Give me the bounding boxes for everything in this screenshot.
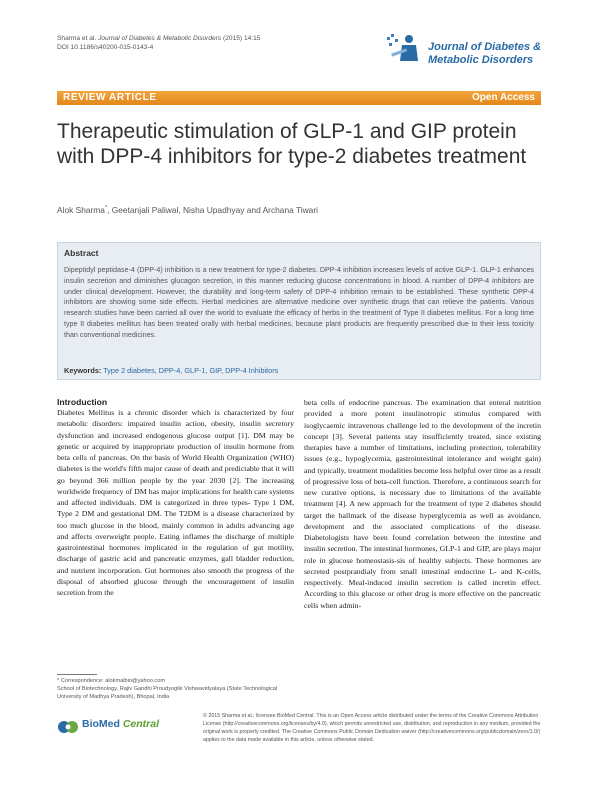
footnote-divider	[57, 674, 97, 675]
keywords-list[interactable]: Type 2 diabetes, DPP-4, GLP-1, GIP, DPP-4 Inhibitors	[103, 366, 279, 375]
journal-logo-line1: Journal of Diabetes &	[428, 41, 542, 53]
publisher-name-accent: Central	[122, 718, 160, 730]
keywords-label: Keywords:	[64, 366, 102, 375]
other-authors: , Geetanjali Paliwal, Nisha Upadhyay and Archana Tiwari	[107, 205, 318, 215]
author-list	[57, 205, 537, 215]
citation	[57, 34, 260, 52]
license-text: © 2015 Sharma et al.; licensee BioMed Central. This is an Open Access article distributed under the terms of the Creative Commons Attribution License (http://creativecommons.org/licenses/by/4.0), which permits unrestricted use, distribution, and reproduction in any medium, provided the original work is properly credited. The Creative Commons Public Domain Dedication waiver (http://creativecommons.org/publicdomain/zero/1.0/) applies to the data made available in this article, unless otherwise stated.	[203, 713, 541, 743]
article-type-banner	[57, 91, 541, 105]
biomed-central-logo-icon	[57, 718, 79, 736]
open-access-label: Open Access	[472, 92, 535, 103]
footnote	[57, 677, 297, 702]
first-author[interactable]: Alok Sharma	[57, 205, 105, 215]
body-column-right: beta cells of endocrine pancreas. The examination that enteral nutrition provided a more potent insulinotropic stimulus compared with isoglycaemic intravenous challenge led to the development of the incretin concept [3]. Several patients stay insufficiently treated, since existing therapies have a number of limitations, including protection, tolerability issues (e.g., hypoglycemia, gastrointestinal intolerance and weight gain) and typically, treatment modalities become less helpful over time as a result of progressive loss of beta-cell function. Therefore, a continuous search for new curative options, is necessary due to limitations of the available treatment [4]. A new approach for the treatment of type 2 diabetes should target the hallmark of the disease hyperglycemia as well as avoidance, development and the associated complications of the disease. Diabetologists have been found correlation between the intestine and insulin secretion. The intestinal hormones, GLP-1 and GIP, are plays major role in glucose homeostasis-sis of healthy subjects. These hormones are secreted postprandialy from small intestinal endocrine L- and K-cells, respectively. Meal-induced insulin secretion is called incretin effect. According to this glucose or other drug is more effective on the pancreatic cells when admin-	[304, 398, 541, 610]
corresponding-mark: *	[104, 205, 108, 212]
keywords	[64, 366, 534, 375]
affiliation: School of Biotechnology, Rajiv Gandhi Proudyogiki Vishwavidyalaya (State Technological University of Madhya Pradesh), Bhopal, India	[57, 686, 278, 701]
journal-logo-line2: Metabolic Disorders	[428, 54, 534, 66]
article-title: Therapeutic stimulation of GLP-1 and GIP protein with DPP-4 inhibitors for type-2 diabetes treatment	[57, 120, 527, 168]
publisher-name-main: BioMed	[82, 718, 120, 730]
abstract-text: Dipeptidyl peptidase-4 (DPP-4) inhibition is a new treatment for type-2 diabetes. DPP-4 inhibition increases levels of active GLP-1. GLP-1 enhances insulin secretion and diminishes glucagon secretion, in this manner reducing glucose concentrations in blood. A number of DPP-4 inhibitors are under clinical development. However, the durability and long-term safety of DPP-4 inhibition remain to be established. These synthetic DPP-4 inhibitors are showing some side effects. Herbal medicines are alternative medicine over synthetic drugs that can relieve the patients. Various research studies have been carried all over the world to evaluate the efficacy of herbs in the treatment of Type II diabetes mellitus. For a long time type II diabetes mellitus has been treated orally with herbal medicines, because plant products are frequently prescribed due to their less toxicity than conventional medicines.	[64, 266, 534, 339]
abstract-heading: Abstract	[64, 248, 99, 258]
article-type-label: REVIEW ARTICLE	[63, 92, 157, 103]
correspondence-email[interactable]: * Correspondence: alokmalbio@yahoo.com	[57, 678, 165, 684]
citation-doi[interactable]: DOI 10.1186/s40200-015-0143-4	[57, 44, 154, 51]
citation-year: (2015) 14:15	[223, 35, 261, 42]
introduction-heading: Introduction	[57, 397, 108, 407]
citation-journal: Journal of Diabetes & Metabolic Disorders	[98, 35, 222, 42]
citation-authors: Sharma et al.	[57, 35, 97, 42]
syringe-person-icon	[385, 31, 421, 67]
body-column-left: Diabetes Mellitus is a chronic disorder which is characterized by four metabolic disorders: impaired insulin action, obesity, insulin secretory dysfunction and increased endogenous glucose output [1]. DM may be genetic or acquired by inappropriate production of insulin hormone from beta cells of pancreas. On the basis of World Health Organization (WHO) diabetes is the world's fifth major cause of death and predictable that it will go beyond 366 million people by the year 2030 [2]. The increasing worldwide frequency of DM has major implications for health care systems and affected individuals. DM is categorized in three types- Type 1 DM, Type 2 DM and gestational DM. The T2DM is a disease characterized by too much glucose in the blood, mainly common in adults advancing age and affects overweight people. Eating inflames the discharge of multiple gastrointestinal hormones implicated in the regulation of gut motility, discharge of gastric acid and pancreatic enzymes, gall bladder reduction, and nutrient incorporation. Gut hormones also smooth the progress of the disposal of absorbed glucose through the encouragement of insulin secretion from the	[57, 408, 294, 597]
publisher-name[interactable]	[82, 718, 159, 730]
journal-logo[interactable]	[428, 41, 541, 67]
